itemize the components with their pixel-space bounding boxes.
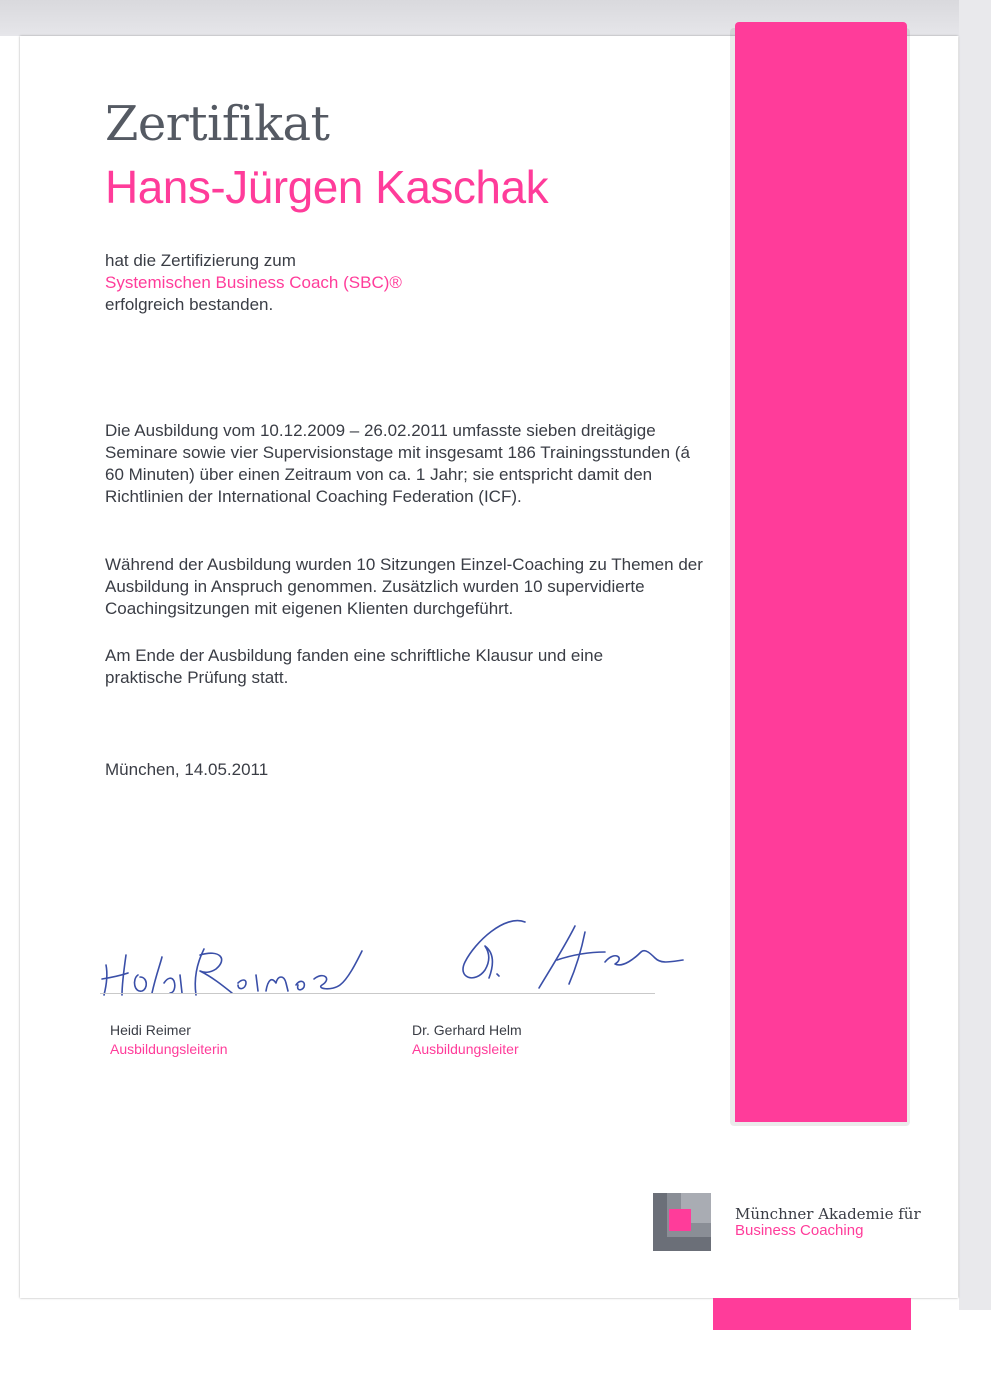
intro-line-1: hat die Zertifizierung zum xyxy=(105,251,296,270)
pink-ribbon-bottom xyxy=(713,1298,911,1330)
signature-gerhard-helm xyxy=(455,912,690,992)
pink-ribbon xyxy=(735,22,907,1122)
academy-name-line-2: Business Coaching xyxy=(735,1222,864,1239)
recipient-name: Hans-Jürgen Kaschak xyxy=(105,161,549,213)
academy-name-line-1: Münchner Akademie für xyxy=(735,1205,921,1223)
signatory-name: Dr. Gerhard Helm xyxy=(412,1022,522,1038)
paragraph-exam: Am Ende der Ausbildung fanden eine schriftliche Klausur und eine praktische Prüfung statt. xyxy=(105,646,604,687)
signatory-role: Ausbildungsleiterin xyxy=(110,1041,228,1057)
academy-logo-icon xyxy=(653,1193,711,1251)
paragraph-coaching: Während der Ausbildung wurden 10 Sitzungen Einzel-Coaching zu Themen der Ausbildung in Anspruch genommen. Zusätzlich wurden 10 supervidierte Coachingsitzungen mit eigenen Klienten durchgeführt. xyxy=(105,555,703,618)
signature-heidi-reimer xyxy=(100,935,390,1000)
signatory-name: Heidi Reimer xyxy=(110,1022,191,1038)
intro-line-3: erfolgreich bestanden. xyxy=(105,295,274,314)
signature-line xyxy=(100,993,655,994)
scan-background-right xyxy=(959,0,991,1310)
qualification: Systemischen Business Coach (SBC)® xyxy=(105,273,402,292)
certificate-title: Zertifikat xyxy=(105,96,330,152)
signatory-role: Ausbildungsleiter xyxy=(412,1041,519,1057)
paragraph-training: Die Ausbildung vom 10.12.2009 – 26.02.2011 umfasste sieben dreitägige Seminare sowie vier Supervisionstage mit insgesamt 186 Trainingsstunden (á 60 Minuten) über einen Zeitraum von ca. 1 Jahr; sie entspricht damit den Richtlinien der International Coaching Federation (ICF). xyxy=(105,421,690,506)
place-date: München, 14.05.2011 xyxy=(105,760,269,779)
